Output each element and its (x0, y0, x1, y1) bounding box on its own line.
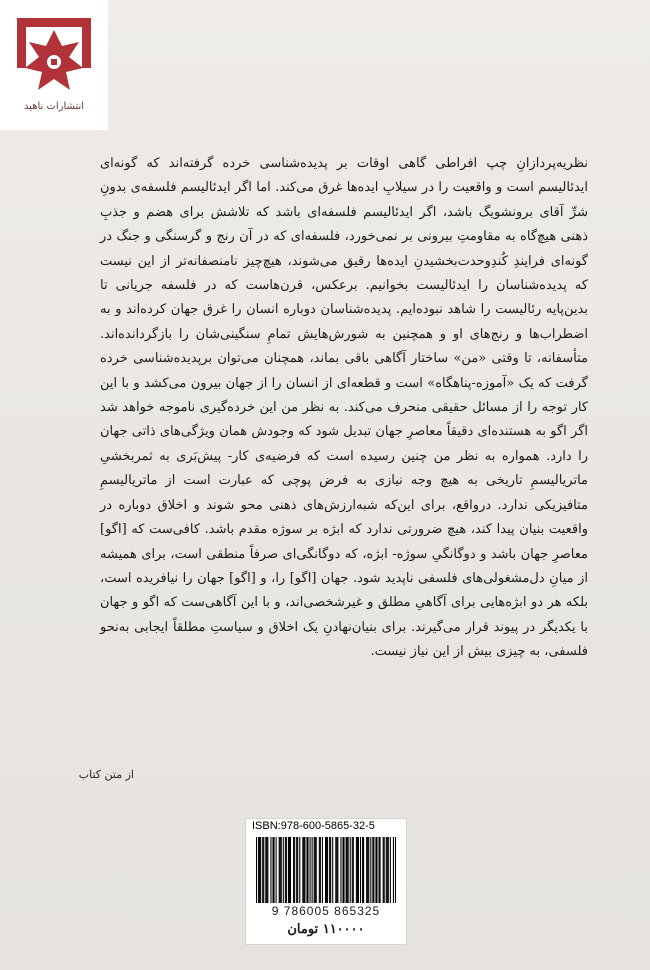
back-cover-text (100, 152, 588, 665)
isbn-label: ISBN:978-600-5865-32-5 (252, 820, 375, 832)
star-logo-icon (17, 18, 91, 98)
source-note: از متن کتاب (78, 768, 134, 781)
barcode-icon (256, 837, 396, 903)
price: ۱۱۰۰۰۰ تومان (287, 922, 365, 937)
body-paragraph: نظریه‌پردازانِ چپ افراطی گاهی اوقات بر پدیده‌شناسی خرده گرفته‌اند که گونه‌ای ایدئالیسم است و واقعیت را در سیلابِ ایده‌ها غرق می‌کند. اما اگر ایدئالیسم فلسفه‌ی بدونِ شرِّ آقای برونشویگ باشد، اگر ایدئالیسم فلسفه‌ای باشد که تلاشش برای هضم و جذبِ ذهنی هیچ‌گاه به مقاومتِ بیرونی بر نمی‌خورد، فلسفه‌ای که در آن رنج و گرسنگی و جنگ در گونه‌ای فرایندِ کُندِوحدت‌بخشیدنِ ایده‌ها رقیق می‌شوند، هیچ‌چیز نامنصفانه‌تر از این نیست که پدیده‌شناسان را ایدئالیست بخوانیم. برعکس، قرن‌هاست که در فلسفه جریانی تا بدین‌پایه رئالیست را شاهد نبوده‌ایم. پدیده‌شناسان دوباره انسان را غرق جهان کرده‌اند و به اضطراب‌ها و رنج‌های او و همچنین به شورش‌هایش تمامِ سنگینی‌شان را بازگردانده‌اند. متأسفانه، تا وقتی «من» ساختار آگاهی باقی بماند، همچنان می‌توان برپدیده‌شناسی خرده گرفت که یک «آموزه-پناهگاه» است و قطعه‌ای از انسان را از جهان بیرون می‌کشد و با این کار توجه را از مسائل حقیقی منحرف می‌کند. به نظر من این خرده‌گیری ناموجه خواهد شد اگر اگو به هستنده‌ای دقیقاً معاصرِ جهان تبدیل شود که وجودش همان ویژگی‌های ذاتی جهان را دارد. همواره به نظر من چنین رسیده است که فرضیه‌ی کار- پیش‌بَری به ثمربخشیِ ماتریالیسمِ تاریخی به هیچ وجه نیازی به فرض پوچی که عبارت است از ماتریالیسمِ متافیزیکی ندارد. درواقع، برای این‌که شبه‌ارزش‌های ذهنی محو شوند و اخلاق دوباره در واقعیت بنیان پیدا کند، هیچ ضرورتی ندارد که ابژه بر سوژه مقدم باشد. کافی‌ست که [اگو] معاصرِ جهان باشد و دوگانگیِ سوژه- ابژه، که دوگانگی‌ای صرفاً منطقی است، برای همیشه از میانِ دل‌مشغولی‌های فلسفی ناپدید شود. جهان [اگو] را، و [اگو] جهان را نیافریده است، بلکه هر دو ابژه‌هایی برای آگاهیِ مطلق و غیرشخصی‌اند، و با این آگاهی‌ست که اگو و جهان با یکدیگر در پیوند قرار می‌گیرند. برای بنیان‌نهادنِ یک اخلاق و سیاستِ مطلقاً ایجابی به‌نحو فلسفی، به چیزی بیش از این نیاز نیست. (100, 156, 588, 660)
barcode-digits: 9 786005 865325 (271, 904, 381, 918)
publisher-name: انتشارات ناهید (23, 101, 85, 112)
publisher-logo (0, 0, 108, 130)
barcode-sticker (245, 818, 407, 945)
